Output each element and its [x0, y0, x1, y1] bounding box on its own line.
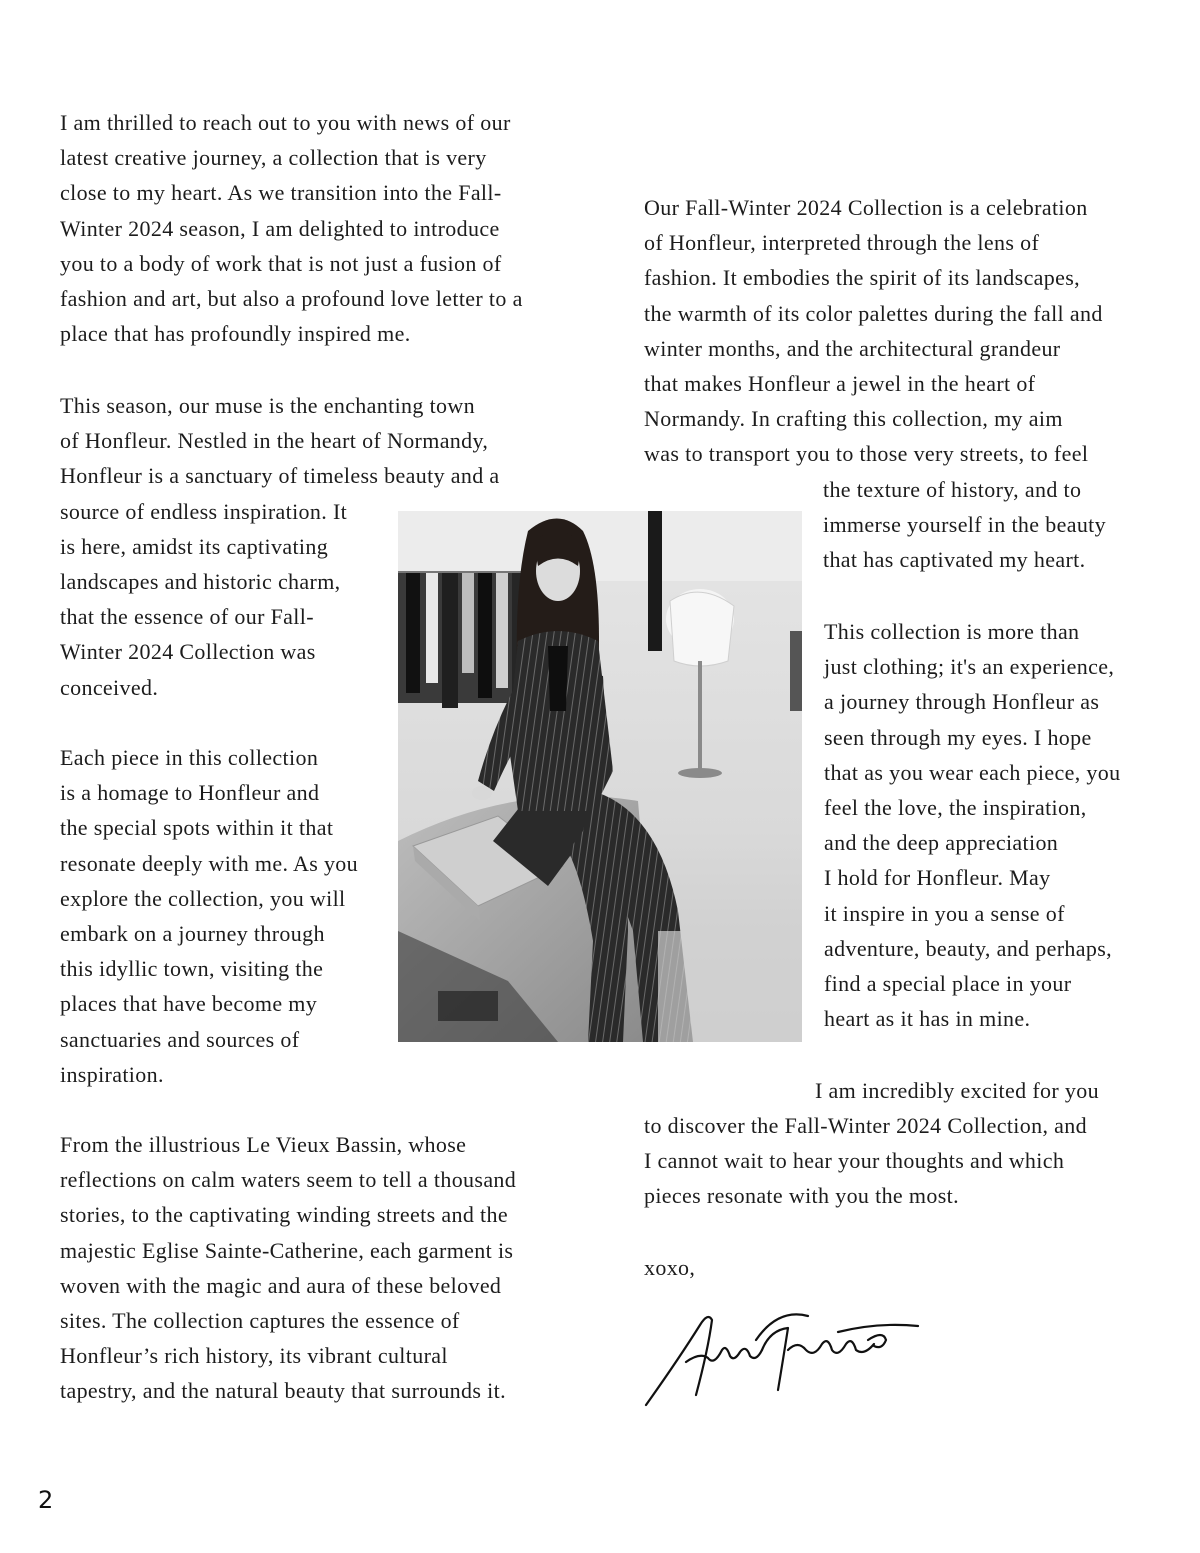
text-line: was to transport you to those very streets, to feel — [644, 441, 1089, 467]
homage-paragraph — [60, 740, 358, 1092]
text-line: to discover the Fall-Winter 2024 Collection, and — [644, 1113, 1087, 1138]
text-line: is a homage to Honfleur and — [60, 780, 320, 806]
text-line: fashion. It embodies the spirit of its landscapes, — [644, 265, 1081, 291]
text-line: landscapes and historic charm, — [60, 569, 341, 595]
text-line: fashion and art, but also a profound love letter to a — [60, 286, 523, 312]
text-line: embark on a journey through — [60, 921, 325, 947]
text-line: heart as it has in mine. — [824, 1006, 1031, 1032]
celebration-paragraph — [644, 190, 1103, 472]
text-line: Normandy. In crafting this collection, my aim — [644, 406, 1063, 432]
text-line: Our Fall-Winter 2024 Collection is a celebration — [644, 195, 1088, 220]
text-line: woven with the magic and aura of these beloved — [60, 1272, 502, 1298]
text-line: sanctuaries and sources of — [60, 1026, 300, 1052]
text-line: source of endless inspiration. It — [60, 498, 348, 524]
celebration-paragraph-continued — [823, 472, 1106, 578]
text-line: close to my heart. As we transition into the Fall- — [60, 180, 502, 206]
text-line: I cannot wait to hear your thoughts and which — [644, 1148, 1065, 1174]
designer-photo — [398, 511, 802, 1042]
text-line: the warmth of its color palettes during the fall and — [644, 300, 1103, 326]
excited-paragraph — [644, 1108, 1087, 1214]
text-line: and the deep appreciation — [824, 830, 1059, 856]
excited-paragraph-first-line — [815, 1073, 1099, 1108]
text-line: the special spots within it that — [60, 815, 334, 841]
text-line: latest creative journey, a collection that is very — [60, 145, 487, 171]
text-line: Honfleur is a sanctuary of timeless beauty and a — [60, 463, 500, 489]
text-line: From the illustrious Le Vieux Bassin, whose — [60, 1132, 467, 1157]
text-line: winter months, and the architectural grandeur — [644, 335, 1061, 361]
text-line: This collection is more than — [824, 619, 1080, 644]
text-line: find a special place in your — [824, 971, 1072, 997]
text-line: conceived. — [60, 674, 159, 700]
text-line: a journey through Honfleur as — [824, 689, 1100, 715]
text-line: adventure, beauty, and perhaps, — [824, 935, 1112, 961]
text-line: stories, to the captivating winding streets and the — [60, 1202, 508, 1228]
text-line: of Honfleur. Nestled in the heart of Normandy, — [60, 428, 489, 454]
text-line: explore the collection, you will — [60, 885, 346, 911]
text-line: of Honfleur, interpreted through the lens of — [644, 230, 1040, 256]
signature — [638, 1300, 928, 1415]
text-line: This season, our muse is the enchanting town — [60, 393, 475, 418]
text-line: pieces resonate with you the most. — [644, 1183, 959, 1209]
text-line: that the essence of our Fall- — [60, 604, 314, 630]
text-line: I am incredibly excited for you — [815, 1078, 1099, 1103]
text-line: is here, amidst its captivating — [60, 533, 329, 559]
text-line: tapestry, and the natural beauty that surrounds it. — [60, 1378, 506, 1404]
experience-paragraph — [824, 614, 1120, 1036]
text-line: you to a body of work that is not just a fusion of — [60, 250, 502, 276]
text-line: Winter 2024 Collection was — [60, 639, 316, 665]
text-line: sites. The collection captures the essence of — [60, 1308, 460, 1334]
text-line: that makes Honfleur a jewel in the heart of — [644, 371, 1036, 397]
sites-paragraph — [60, 1127, 516, 1409]
text-line: feel the love, the inspiration, — [824, 795, 1087, 821]
text-line: seen through my eyes. I hope — [824, 724, 1092, 750]
intro-paragraph — [60, 105, 523, 351]
text-line: I hold for Honfleur. May — [824, 865, 1051, 891]
closing-xoxo: xoxo, — [644, 1255, 696, 1280]
text-line: majestic Eglise Sainte-Catherine, each garment is — [60, 1237, 514, 1263]
text-line: I am thrilled to reach out to you with news of our — [60, 110, 511, 135]
text-line: immerse yourself in the beauty — [823, 512, 1106, 538]
text-line: reflections on calm waters seem to tell a thousand — [60, 1167, 517, 1193]
text-line: Winter 2024 season, I am delighted to introduce — [60, 215, 500, 241]
text-line: place that has profoundly inspired me. — [60, 321, 411, 347]
text-line: this idyllic town, visiting the — [60, 956, 324, 982]
text-line: resonate deeply with me. As you — [60, 850, 359, 876]
text-line: just clothing; it's an experience, — [824, 654, 1115, 680]
text-line: inspiration. — [60, 1061, 164, 1087]
text-line: that as you wear each piece, you — [824, 759, 1121, 785]
text-line: Honfleur’s rich history, its vibrant cultural — [60, 1343, 448, 1369]
page-number: 2 — [38, 1486, 54, 1514]
text-line: Each piece in this collection — [60, 745, 319, 770]
text-line: places that have become my — [60, 991, 318, 1017]
text-line: that has captivated my heart. — [823, 547, 1086, 573]
text-line: it inspire in you a sense of — [824, 900, 1065, 926]
text-line: the texture of history, and to — [823, 477, 1082, 502]
